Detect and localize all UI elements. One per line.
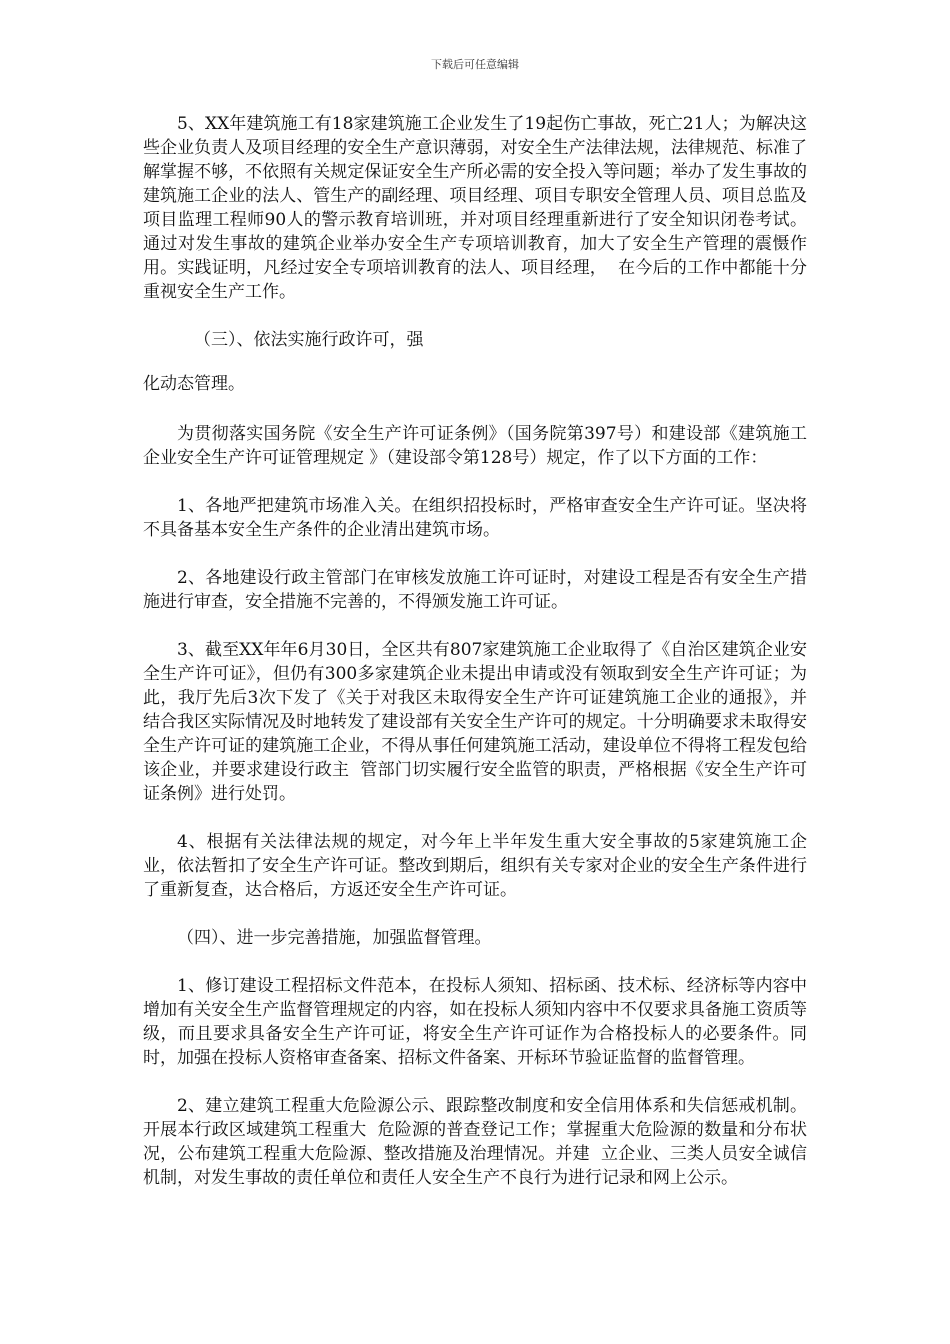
paragraph-item-1-market-access: 1、各地严把建筑市场准入关。在组织招投标时，严格审查安全生产许可证。坚决将不具备基本安全生产条件的企业清出建筑市场。 — [143, 496, 807, 540]
paragraph-item-2-hazard-disclosure: 2、建立建筑工程重大危险源公示、跟踪整改制度和安全信用体系和失信惩戒机制。开展本行政区域建筑工程重大 危险源的普查登记工作；掌握重大危险源的数量和分布状况，公布建筑工程重大危险源、整改措施及治理情况。并建 立企业、三类人员安全诚信机制，对发生事故的责任单位和责任人安全生产不良行为进行记录和网上公示。 — [143, 1096, 807, 1188]
paragraph-item-3-license-status: 3、截至XX年年6月30日，全区共有807家建筑施工企业取得了《自治区建筑企业安全生产许可证》，但仍有300多家建筑企业未提出申请或没有领取到安全生产许可证；为此，我厅先后3次下发了《关于对我区未取得安全生产许可证建筑施工企业的通报》，并结合我区实际情况及时地转发了建设部有关安全生产许可的规定。十分明确要求未取得安 全生产许可证的建筑施工企业，不得从事任何建筑施工活动，建设单位不得将工程发包给该企业，并要求建设行政主 管部门切实履行安全监管的职责，严格根据《安全生产许可证条例》进行处罚。 — [143, 640, 818, 804]
section-heading-four: （四）、进一步完善措施，加强监督管理。 — [177, 928, 492, 948]
paragraph-item-1-bidding-template: 1、修订建设工程招标文件范本，在投标人须知、招标函、技术标、经济标等内容中增加有关安全生产监督管理规定的内容，如在投标人须知内容中不仅要求具备施工资质等级，而且要求具备安全生产许可证，将安全生产许可证作为合格投标人的必要条件。同时，加强在投标人资格审查备案、招标文件备案、开标环节验证监督的监督管理。 — [143, 976, 807, 1068]
section-heading-three-part1: （三）、依法实施行政许可，强 — [194, 330, 424, 350]
paragraph-accident-training: 5、XX年建筑施工有18家建筑施工企业发生了19起伤亡事故，死亡21人；为解决这些企业负责人及项目经理的安全生产意识薄弱，对安全生产法律法规，法律规范、标准了 解掌握不够，不依照有关规定保证安全生产所必需的安全投入等问题；举办了发生事故的建筑施工企业的法人、管生产的副经理、项目经理、项目专职安全管理人员、项目总监及项目监理工程师90人的警示教育培训班，并对项目经理重新进行了安全知识闭卷考试。通过对发生事故的建筑企业举办安全生产专项培训教育，加大了安全生产管理的震慑作用。实践证明，凡经过安全专项培训教育的法人、项目经理， 在今后的工作中都能十分重视安全生产工作。 — [143, 114, 818, 302]
document-body — [143, 112, 818, 1190]
paragraph-regulation-implementation: 为贯彻落实国务院《安全生产许可证条例》（国务院第397号）和建设部《建筑施工企业安全生产许可证管理规定 》（建设部令第128号）规定，作了以下方面的工作： — [143, 424, 807, 468]
page-header-note: 下载后可任意编辑 — [431, 58, 519, 71]
paragraph-item-2-permit-review: 2、各地建设行政主管部门在审核发放施工许可证时，对建设工程是否有安全生产措施进行审查，安全措施不完善的，不得颁发施工许可证。 — [143, 568, 807, 612]
section-heading-three-part2: 化动态管理。 — [143, 374, 245, 394]
paragraph-item-4-license-suspension: 4、根据有关法律法规的规定，对今年上半年发生重大安全事故的5家建筑施工企业，依法暂扣了安全生产许可证。整改到期后，组织有关专家对企业的安全生产条件进行了重新复查，达合格后，方返还安全生产许可证。 — [143, 832, 807, 900]
